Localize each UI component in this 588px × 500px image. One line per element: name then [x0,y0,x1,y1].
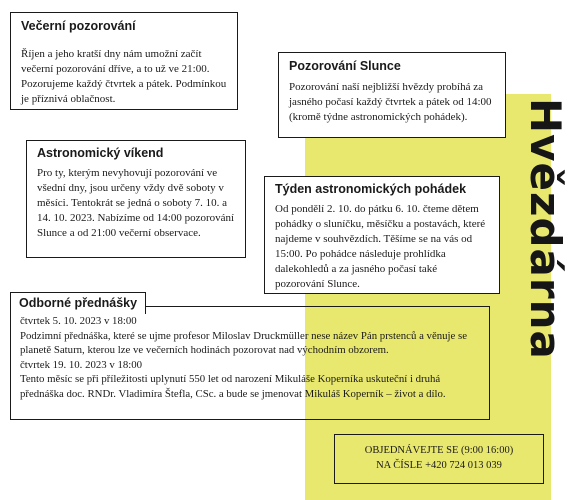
vecerni-pozorovani-title: Večerní pozorování [21,19,136,33]
pozorovani-slunce-text: Pozorování naší nejbližší hvězdy probíhá za jasného počasí každý čtvrtek a pátek od 14:00 (kromě týdne astronomických pohádek). [289,81,492,123]
pozorovani-slunce-title: Pozorování Slunce [289,59,401,73]
odborne-prednasky-title: Odborné přednášky [10,292,146,314]
vecerni-pozorovani-box [10,12,238,110]
pozorovani-slunce-box [278,52,506,138]
astronomicky-vikend-text: Pro ty, kterým nevyhovují pozorování ve všední dny, jsou určeny vždy dvě soboty v měsíci. Tentokrát se jedná o soboty 7. 10. a 14. 10. 2023. Nabízíme od 14:00 pozorování Slunce a od 21:00 večerní observace. [37,167,235,239]
order-line-hours: OBJEDNÁVEJTE SE (9:00 16:00) [364,445,514,456]
order-line-phone: NA ČÍSLE +420 724 013 039 [376,459,502,471]
astronomicky-vikend-box [26,140,246,258]
order-contact-box [334,434,544,484]
tyden-pohadek-text: Od pondělí 2. 10. do pátku 6. 10. čteme dětem pohádky o sluníčku, měsíčku a postavách, které najdeme v souhvězdích. Těšíme se na vás od 15:00. Po pohádce následuje prohlídka dalekohledů a za jasného počasí také pozorování Slunce. [275,203,486,290]
tyden-pohadek-box [264,176,500,294]
prednaska-2-text: Tento měsíc se při příležitosti uplynutí 550 let od narození Mikuláše Koperníka uskuteční i druhá přednáška doc. RNDr. Vladimíra Štefla, CSc. a bude se jmenovat Mikuláš Koperník – život a dílo. [20,373,446,400]
prednaska-1-text: Podzimní přednáška, které se ujme profesor Miloslav Druckmüller nese název Pán prstenců a věnuje se planetě Saturn, kterou lze ve večerních hodinách pozorovat nad východním obzorem. [20,329,468,357]
vertical-page-title: Hvězdárna [521,98,570,360]
prednaska-2-date: čtvrtek 19. 10. 2023 v 18:00 [20,358,143,371]
tyden-pohadek-title: Týden astronomických pohádek [275,182,467,196]
odborne-prednasky-box [10,296,490,420]
astronomicky-vikend-title: Astronomický víkend [37,146,164,160]
prednasky-content [20,314,480,401]
vecerni-pozorovani-text: Říjen a jeho kratší dny nám umožní začít večerní pozorování dříve, a to už ve 21:00. Pozorujeme každý čtvrtek a pátek. Podmínkou je příznivá oblačnost. [21,48,227,105]
prednaska-1-date: čtvrtek 5. 10. 2023 v 18:00 [20,315,137,327]
